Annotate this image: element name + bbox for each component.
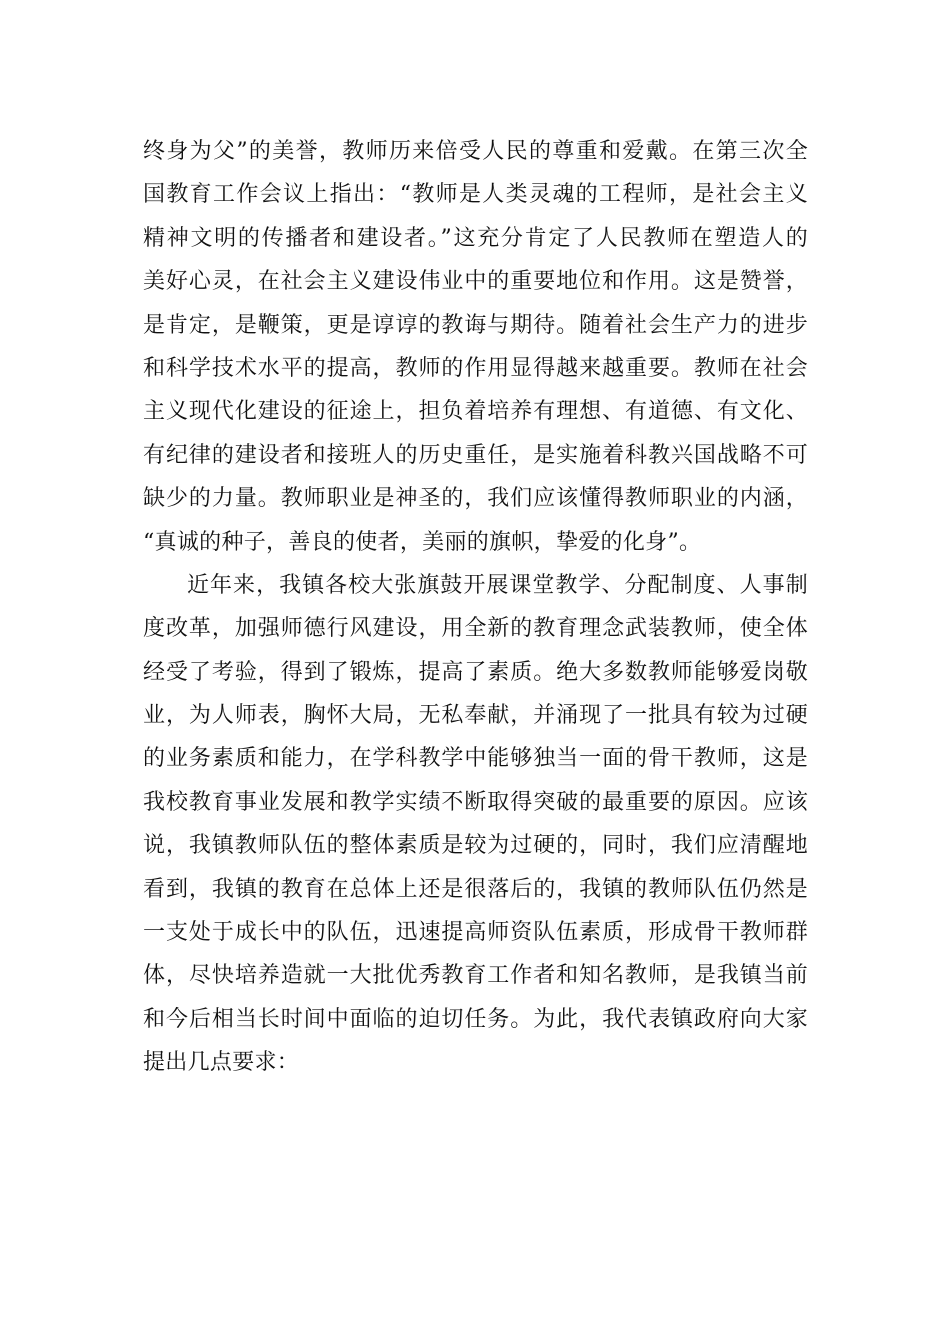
- text-line: 业，为人师表，胸怀大局，无私奉献，并涌现了一批具有较为过硬: [143, 703, 808, 729]
- text-line: 的业务素质和能力，在学科教学中能够独当一面的骨干教师，这是: [143, 746, 808, 772]
- paragraph-first-line: 近年来，我镇各校大张旗鼓开展课堂教学、分配制度、人事制: [187, 572, 808, 598]
- text-line: 我校教育事业发展和教学实绩不断取得突破的最重要的原因。应该: [143, 789, 808, 815]
- text-line: 国教育工作会议上指出：“教师是人类灵魂的工程师，是社会主义: [143, 182, 808, 208]
- text-line: 经受了考验，得到了锻炼，提高了素质。绝大多数教师能够爱岗敬: [143, 659, 808, 685]
- body-text: [143, 130, 808, 1085]
- text-line: 一支处于成长中的队伍，迅速提高师资队伍素质，形成骨干教师群: [143, 920, 808, 946]
- text-line: 说，我镇教师队伍的整体素质是较为过硬的，同时，我们应清醒地: [143, 833, 808, 859]
- text-line: 缺少的力量。教师职业是神圣的，我们应该懂得教师职业的内涵，: [143, 486, 808, 512]
- paragraph-end-line: 提出几点要求：: [143, 1050, 300, 1076]
- text-line: 终身为父”的美誉，教师历来倍受人民的尊重和爱戴。在第三次全: [143, 139, 808, 164]
- text-line: 看到，我镇的教育在总体上还是很落后的，我镇的教师队伍仍然是: [143, 876, 808, 902]
- paragraph-end-line: “真诚的种子，善良的使者，美丽的旗帜，挚爱的化身”。: [143, 529, 702, 555]
- text-line: 精神文明的传播者和建设者。”这充分肯定了人民教师在塑造人的: [143, 225, 808, 251]
- text-line: 有纪律的建设者和接班人的历史重任，是实施着科教兴国战略不可: [143, 442, 808, 468]
- text-line: 和科学技术水平的提高，教师的作用显得越来越重要。教师在社会: [143, 355, 808, 381]
- text-line: 是肯定，是鞭策，更是谆谆的教诲与期待。随着社会生产力的进步: [143, 312, 808, 338]
- text-line: 体，尽快培养造就一大批优秀教育工作者和知名教师，是我镇当前: [143, 963, 808, 989]
- text-line: 美好心灵，在社会主义建设伟业中的重要地位和作用。这是赞誉，: [143, 269, 808, 295]
- text-line: 主义现代化建设的征途上，担负着培养有理想、有道德、有文化、: [143, 399, 808, 425]
- text-line: 度改革，加强师德行风建设，用全新的教育理念武装教师，使全体: [143, 616, 808, 642]
- text-line: 和今后相当长时间中面临的迫切任务。为此，我代表镇政府向大家: [143, 1006, 808, 1032]
